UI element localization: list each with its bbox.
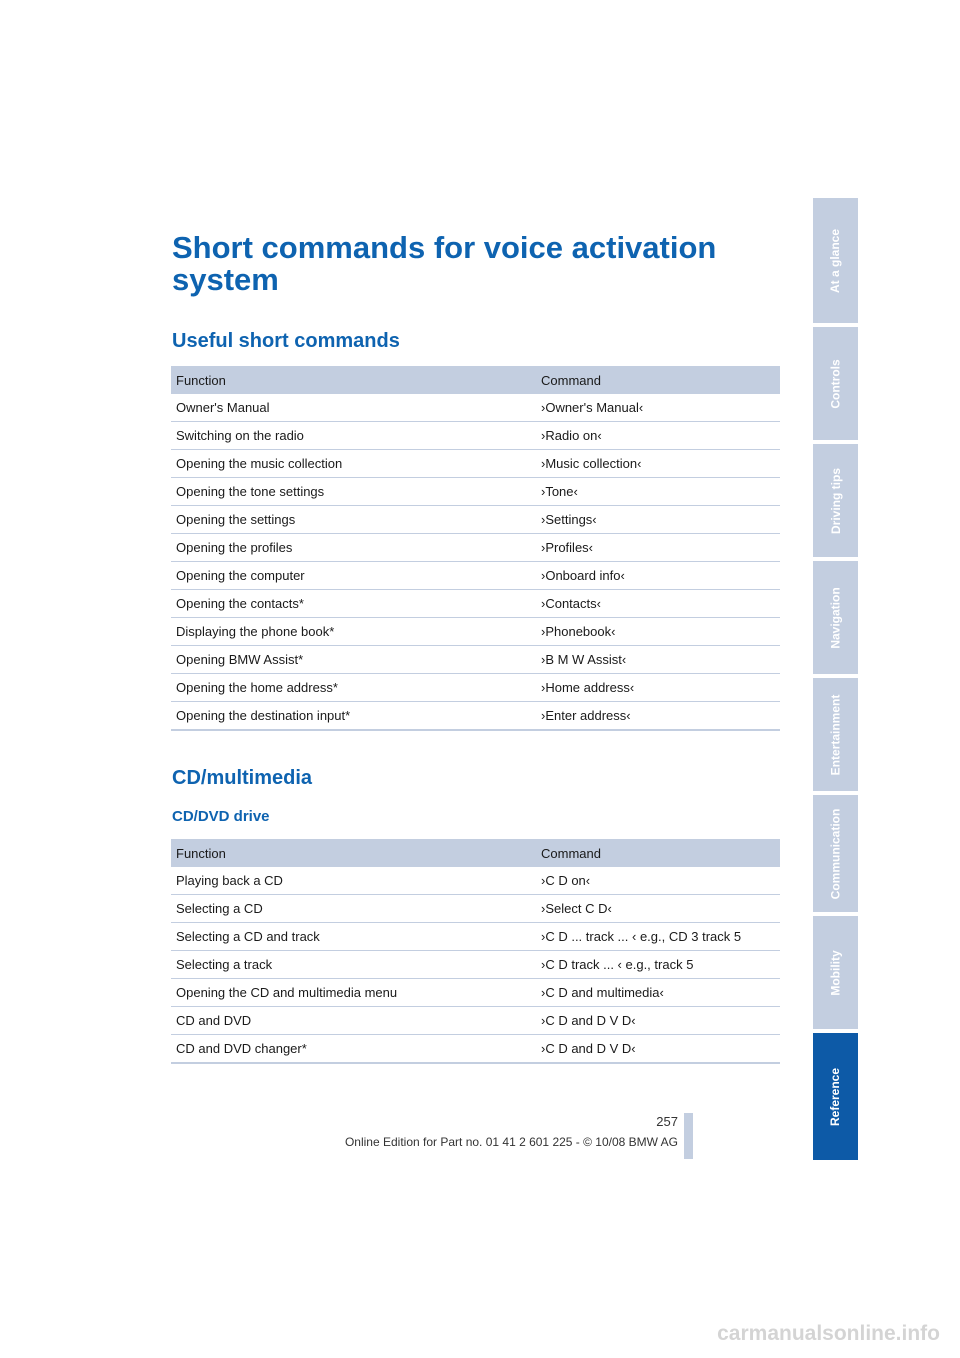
- table-row: [171, 923, 780, 951]
- command-cell: ›Contacts‹: [536, 590, 780, 618]
- function-cell: Opening the computer: [171, 562, 536, 590]
- function-cell: Selecting a CD: [171, 895, 536, 923]
- command-cell: ›C D and multimedia‹: [536, 979, 780, 1007]
- function-cell: Opening the profiles: [171, 534, 536, 562]
- table-row: [171, 506, 780, 534]
- table-row: [171, 951, 780, 979]
- table-row: [171, 450, 780, 478]
- function-cell: Selecting a CD and track: [171, 923, 536, 951]
- command-cell: ›C D and D V D‹: [536, 1035, 780, 1064]
- function-cell: Opening the tone settings: [171, 478, 536, 506]
- chapter-tab-driving-tips[interactable]: [813, 444, 858, 557]
- table-header-row: [171, 366, 780, 394]
- chapter-tab-at-a-glance[interactable]: [813, 198, 858, 323]
- function-cell: Owner's Manual: [171, 394, 536, 422]
- footer-edition-note: Online Edition for Part no. 01 41 2 601 225 - © 10/08 BMW AG: [344, 1135, 678, 1149]
- function-cell: Opening the contacts*: [171, 590, 536, 618]
- table-row: [171, 590, 780, 618]
- command-cell: ›C D and D V D‹: [536, 1007, 780, 1035]
- table-row: [171, 422, 780, 450]
- column-header-command: Command: [536, 366, 780, 394]
- table-row: [171, 867, 780, 895]
- function-cell: Switching on the radio: [171, 422, 536, 450]
- chapter-tab-controls[interactable]: [813, 327, 858, 440]
- chapter-tab-label: Reference: [828, 1067, 843, 1126]
- table-row: [171, 895, 780, 923]
- command-cell: ›Enter address‹: [536, 702, 780, 731]
- useful-commands-table: [171, 366, 780, 731]
- table-row: [171, 534, 780, 562]
- table-row: [171, 618, 780, 646]
- function-cell: Opening the settings: [171, 506, 536, 534]
- command-cell: ›B M W Assist‹: [536, 646, 780, 674]
- function-cell: CD and DVD: [171, 1007, 536, 1035]
- function-cell: Displaying the phone book*: [171, 618, 536, 646]
- function-cell: Playing back a CD: [171, 867, 536, 895]
- command-cell: ›Phonebook‹: [536, 618, 780, 646]
- chapter-tab-navigation[interactable]: [813, 561, 858, 674]
- function-cell: Opening the home address*: [171, 674, 536, 702]
- table-header-row: [171, 839, 780, 867]
- column-header-function: Function: [171, 839, 536, 867]
- chapter-tab-label: At a glance: [828, 228, 843, 293]
- command-cell: ›C D track ... ‹ e.g., track 5: [536, 951, 780, 979]
- chapter-tab-label: Mobility: [828, 949, 843, 996]
- chapter-tab-reference[interactable]: [813, 1033, 858, 1160]
- command-cell: ›C D on‹: [536, 867, 780, 895]
- function-cell: Opening the music collection: [171, 450, 536, 478]
- function-cell: Opening the destination input*: [171, 702, 536, 731]
- section-heading-useful-short-commands: Useful short commands: [172, 330, 400, 352]
- function-cell: Selecting a track: [171, 951, 536, 979]
- chapter-tab-label: Entertainment: [828, 694, 843, 775]
- chapter-tab-communication[interactable]: [813, 795, 858, 912]
- table-row: [171, 562, 780, 590]
- table-row: [171, 674, 780, 702]
- chapter-tab-sidebar: [813, 198, 858, 1160]
- function-cell: Opening the CD and multimedia menu: [171, 979, 536, 1007]
- subheading-cd-dvd-drive: CD/DVD drive: [172, 808, 270, 825]
- command-cell: ›Tone‹: [536, 478, 780, 506]
- function-cell: CD and DVD changer*: [171, 1035, 536, 1064]
- chapter-tab-label: Navigation: [828, 586, 843, 649]
- section-heading-cd-multimedia: CD/multimedia: [172, 767, 313, 789]
- column-header-command: Command: [536, 839, 780, 867]
- command-cell: ›Profiles‹: [536, 534, 780, 562]
- function-cell: Opening BMW Assist*: [171, 646, 536, 674]
- chapter-tab-mobility[interactable]: [813, 916, 858, 1029]
- table-row: [171, 979, 780, 1007]
- table-row: [171, 394, 780, 422]
- chapter-tab-label: Communication: [828, 808, 843, 899]
- table-row: [171, 1007, 780, 1035]
- command-cell: ›Music collection‹: [536, 450, 780, 478]
- command-cell: ›Settings‹: [536, 506, 780, 534]
- chapter-tab-label: Driving tips: [828, 467, 843, 534]
- chapter-tab-entertainment[interactable]: [813, 678, 858, 791]
- column-header-function: Function: [171, 366, 536, 394]
- command-cell: ›C D ... track ... ‹ e.g., CD 3 track 5: [536, 923, 780, 951]
- command-cell: ›Owner's Manual‹: [536, 394, 780, 422]
- table-row: [171, 478, 780, 506]
- table-row: [171, 1035, 780, 1064]
- table-row: [171, 702, 780, 731]
- chapter-tab-label: Controls: [828, 358, 843, 409]
- command-cell: ›Select C D‹: [536, 895, 780, 923]
- table-row: [171, 646, 780, 674]
- command-cell: ›Home address‹: [536, 674, 780, 702]
- watermark: carmanualsonline.info: [717, 1322, 940, 1345]
- command-cell: ›Onboard info‹: [536, 562, 780, 590]
- cd-dvd-commands-table: [171, 839, 780, 1064]
- page-title: Short commands for voice activation system: [172, 230, 717, 297]
- command-cell: ›Radio on‹: [536, 422, 780, 450]
- page-number-bar: [684, 1113, 693, 1159]
- page-number: 257: [656, 1114, 678, 1129]
